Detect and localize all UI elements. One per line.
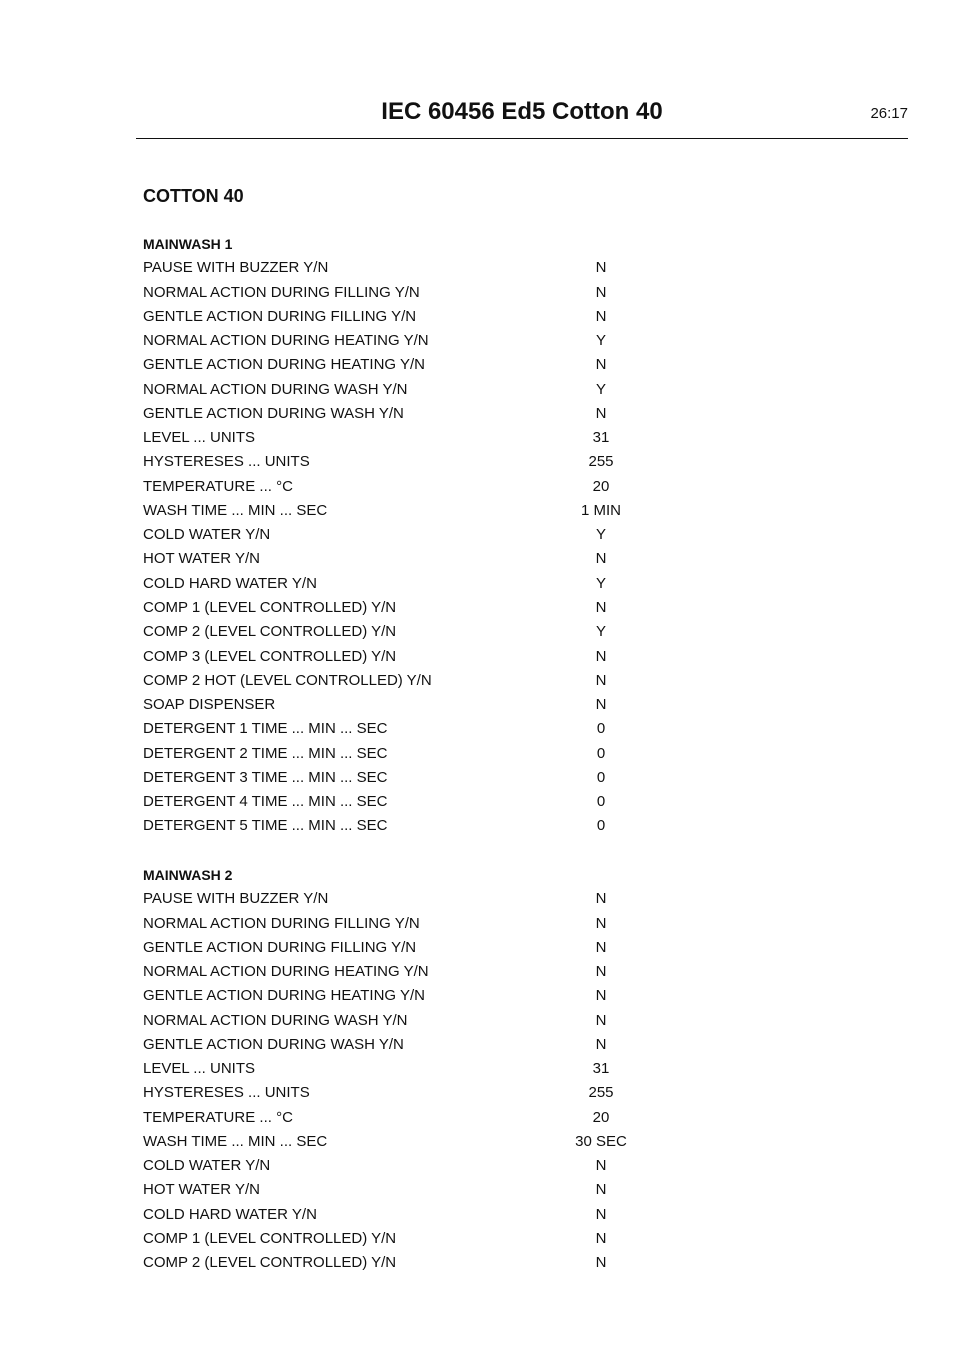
setting-value: 255 [588, 453, 614, 471]
setting-label: WASH TIME ... MIN ... SEC [143, 1132, 328, 1150]
setting-row [143, 669, 663, 693]
setting-row [143, 1106, 663, 1130]
setting-label: COMP 1 (LEVEL CONTROLLED) Y/N [143, 1229, 397, 1247]
setting-row [143, 1033, 663, 1057]
setting-label: HOT WATER Y/N [143, 550, 260, 568]
section-title: MAINWASH 2 [143, 867, 233, 883]
setting-label: COMP 2 (LEVEL CONTROLLED) Y/N [143, 623, 397, 641]
setting-value: N [595, 914, 607, 932]
setting-row [143, 766, 663, 790]
setting-label: NORMAL ACTION DURING FILLING Y/N [143, 914, 420, 932]
setting-label: COLD WATER Y/N [143, 1157, 271, 1175]
setting-value: N [595, 963, 607, 981]
setting-value: Y [595, 574, 606, 592]
setting-value: 0 [596, 744, 606, 762]
setting-value: N [595, 696, 607, 714]
setting-label: LEVEL ... UNITS [143, 1060, 255, 1078]
page-header [136, 96, 908, 139]
setting-label: HYSTERESES ... UNITS [143, 1084, 310, 1102]
setting-value: 31 [592, 429, 610, 447]
setting-row [143, 887, 663, 911]
setting-row [143, 402, 663, 426]
setting-row [143, 499, 663, 523]
setting-row [143, 620, 663, 644]
setting-label: PAUSE WITH BUZZER Y/N [143, 890, 329, 908]
setting-value: N [595, 550, 607, 568]
setting-row [143, 378, 663, 402]
setting-label: GENTLE ACTION DURING FILLING Y/N [143, 938, 417, 956]
setting-label: COLD WATER Y/N [143, 526, 271, 544]
setting-row [143, 1227, 663, 1251]
setting-row [143, 1081, 663, 1105]
setting-label: HOT WATER Y/N [143, 1181, 260, 1199]
setting-label: COLD HARD WATER Y/N [143, 1205, 317, 1223]
setting-row [143, 814, 663, 838]
setting-row [143, 1178, 663, 1202]
setting-value: N [595, 259, 607, 277]
setting-label: DETERGENT 5 TIME ... MIN ... SEC [143, 817, 388, 835]
setting-row [143, 572, 663, 596]
setting-value: 31 [592, 1060, 610, 1078]
setting-row [143, 1251, 663, 1275]
setting-row [143, 281, 663, 305]
setting-value: Y [595, 526, 606, 544]
setting-row [143, 960, 663, 984]
setting-label: NORMAL ACTION DURING WASH Y/N [143, 380, 408, 398]
setting-value: N [595, 671, 607, 689]
setting-row [143, 936, 663, 960]
setting-label: DETERGENT 4 TIME ... MIN ... SEC [143, 793, 388, 811]
setting-value: 0 [596, 793, 606, 811]
setting-row [143, 523, 663, 547]
setting-label: COLD HARD WATER Y/N [143, 574, 317, 592]
setting-label: TEMPERATURE ... °C [143, 477, 293, 495]
setting-row [143, 1009, 663, 1033]
setting-value: N [595, 1254, 607, 1272]
setting-label: TEMPERATURE ... °C [143, 1108, 293, 1126]
setting-value: N [595, 1035, 607, 1053]
program-title: COTTON 40 [143, 186, 244, 206]
setting-value: N [595, 987, 607, 1005]
setting-label: WASH TIME ... MIN ... SEC [143, 501, 328, 519]
setting-label: SOAP DISPENSER [143, 696, 276, 714]
setting-value: N [595, 283, 607, 301]
setting-label: PAUSE WITH BUZZER Y/N [143, 259, 329, 277]
setting-row [143, 742, 663, 766]
setting-label: GENTLE ACTION DURING FILLING Y/N [143, 307, 417, 325]
page-number: 26:17 [870, 105, 908, 122]
setting-value: 20 [592, 1108, 610, 1126]
setting-value: N [595, 307, 607, 325]
setting-row [143, 596, 663, 620]
setting-row [143, 1203, 663, 1227]
setting-value: 255 [588, 1084, 614, 1102]
setting-label: NORMAL ACTION DURING WASH Y/N [143, 1011, 408, 1029]
setting-label: GENTLE ACTION DURING HEATING Y/N [143, 356, 425, 374]
setting-value: N [595, 938, 607, 956]
setting-value: N [595, 890, 607, 908]
setting-row [143, 305, 663, 329]
setting-row [143, 912, 663, 936]
setting-label: COMP 1 (LEVEL CONTROLLED) Y/N [143, 598, 397, 616]
setting-row [143, 475, 663, 499]
setting-label: GENTLE ACTION DURING WASH Y/N [143, 1035, 404, 1053]
document-title: IEC 60456 Ed5 Cotton 40 [381, 98, 663, 125]
setting-row [143, 693, 663, 717]
setting-label: HYSTERESES ... UNITS [143, 453, 310, 471]
setting-value: N [595, 1205, 607, 1223]
setting-value: N [595, 1011, 607, 1029]
setting-label: DETERGENT 1 TIME ... MIN ... SEC [143, 720, 388, 738]
setting-label: COMP 2 (LEVEL CONTROLLED) Y/N [143, 1254, 397, 1272]
setting-row [143, 645, 663, 669]
setting-row [143, 717, 663, 741]
setting-value: N [595, 1181, 607, 1199]
setting-value: N [595, 1157, 607, 1175]
setting-row [143, 1057, 663, 1081]
setting-row [143, 353, 663, 377]
setting-label: DETERGENT 2 TIME ... MIN ... SEC [143, 744, 388, 762]
section-title: MAINWASH 1 [143, 236, 233, 252]
setting-value: Y [595, 332, 606, 350]
setting-row [143, 1154, 663, 1178]
mainwash-1-section [143, 232, 663, 839]
setting-row [143, 790, 663, 814]
setting-value: N [595, 1229, 607, 1247]
setting-label: DETERGENT 3 TIME ... MIN ... SEC [143, 768, 388, 786]
setting-value: 20 [592, 477, 610, 495]
setting-value: 0 [596, 768, 606, 786]
setting-row [143, 426, 663, 450]
setting-value: N [595, 598, 607, 616]
setting-value: N [595, 647, 607, 665]
setting-row [143, 984, 663, 1008]
setting-value: N [595, 404, 607, 422]
setting-value: N [595, 356, 607, 374]
setting-row [143, 450, 663, 474]
setting-value: 0 [596, 720, 606, 738]
setting-label: GENTLE ACTION DURING HEATING Y/N [143, 987, 425, 1005]
setting-value: Y [595, 623, 606, 641]
setting-label: COMP 3 (LEVEL CONTROLLED) Y/N [143, 647, 397, 665]
setting-value: 1 MIN [580, 501, 621, 519]
setting-row [143, 329, 663, 353]
mainwash-2-section [143, 863, 663, 1276]
setting-label: LEVEL ... UNITS [143, 429, 255, 447]
setting-row [143, 547, 663, 571]
setting-value: 30 SEC [575, 1132, 627, 1150]
setting-label: NORMAL ACTION DURING HEATING Y/N [143, 963, 429, 981]
setting-value: 0 [596, 817, 606, 835]
setting-value: Y [595, 380, 606, 398]
setting-row [143, 1130, 663, 1154]
setting-label: GENTLE ACTION DURING WASH Y/N [143, 404, 404, 422]
setting-row [143, 256, 663, 280]
setting-label: NORMAL ACTION DURING FILLING Y/N [143, 283, 420, 301]
setting-label: COMP 2 HOT (LEVEL CONTROLLED) Y/N [143, 671, 432, 689]
setting-label: NORMAL ACTION DURING HEATING Y/N [143, 332, 429, 350]
